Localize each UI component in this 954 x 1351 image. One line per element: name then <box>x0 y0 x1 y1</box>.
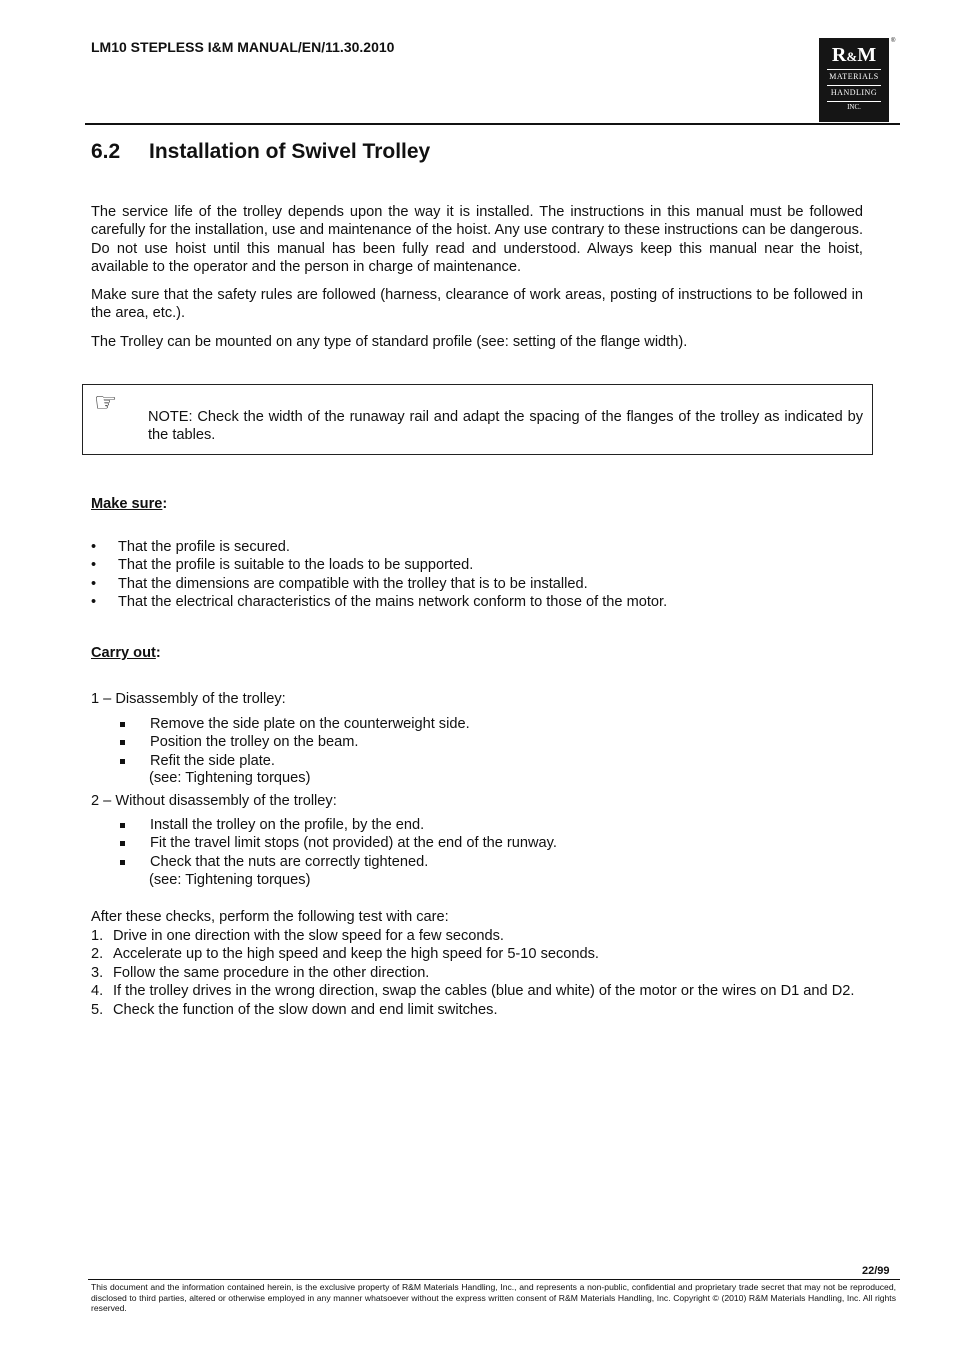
legal-notice: This document and the information contained herein, is the exclusive property of R&M Materials Handling, Inc., and represents a non-public, confidential and proprietary trade secret that may not be reproduced, disclosed to third parties, altered or otherwise employed in any manner whatsoever without the express written consent of R&M Materials Handling, Inc. Copyright © (2010) R&M Materials Handling, Inc. All rights reserved. <box>91 1282 896 1313</box>
list-item: Fit the travel limit stops (not provided) at the end of the runway. <box>118 834 557 852</box>
step-1-title: 1 – Disassembly of the trolley: <box>91 691 286 707</box>
list-item: Install the trolley on the profile, by the end. <box>118 816 557 834</box>
logo-line-1: MATERIALS <box>829 72 879 81</box>
list-item: 2. Accelerate up to the high speed and keep the high speed for 5-10 seconds. <box>91 946 599 963</box>
make-sure-heading: Make sure: <box>91 496 168 512</box>
step-1-reference: (see: Tightening torques) <box>149 770 311 786</box>
list-item: 4. If the trolley drives in the wrong direction, swap the cables (blue and white) of the motor or the wires on D1 and D2. <box>91 983 855 1000</box>
list-item: • That the profile is secured. <box>91 538 667 556</box>
list-item: Check that the nuts are correctly tightened. <box>118 853 557 871</box>
list-item: • That the dimensions are compatible with the trolley that is to be installed. <box>91 575 667 593</box>
intro-paragraph-2: Make sure that the safety rules are followed (harness, clearance of work areas, posting of instructions to be followed in the area, etc.). <box>91 287 863 322</box>
company-logo <box>819 38 889 122</box>
logo-line-3: INC. <box>847 103 861 111</box>
document-title: LM10 STEPLESS I&M MANUAL/EN/11.30.2010 <box>91 39 395 55</box>
header-divider <box>85 123 900 125</box>
list-item: Refit the side plate. <box>118 752 470 770</box>
intro-paragraph-1: The service life of the trolley depends upon the way it is installed. The instructions in this manual must be followed carefully for the installation, use and maintenance of the hoist. Any use contrary to these instructions can be dangerous. Do not use hoist until this manual has been fully read and understood. Always keep this manual near the hoist, available to the operator and the person in charge of maintenance. <box>91 204 863 276</box>
footer-divider <box>88 1279 900 1280</box>
page-number: 22/99 <box>862 1265 890 1277</box>
make-sure-list <box>91 538 667 612</box>
section-heading <box>91 140 430 164</box>
step-1-list <box>118 715 470 770</box>
list-item: • That the electrical characteristics of the mains network conform to those of the motor. <box>91 593 667 611</box>
tests-intro: After these checks, perform the following test with care: <box>91 909 449 925</box>
logo-wordmark: R&M <box>831 44 877 66</box>
section-title: Installation of Swivel Trolley <box>149 140 431 163</box>
list-item: 3. Follow the same procedure in the other direction. <box>91 964 430 981</box>
list-item: 5. Check the function of the slow down and end limit switches. <box>91 1001 498 1018</box>
list-item: Remove the side plate on the counterweight side. <box>118 715 470 733</box>
list-item: • That the profile is suitable to the loads to be supported. <box>91 556 667 574</box>
carry-out-heading: Carry out: <box>91 645 161 661</box>
list-item: 1. Drive in one direction with the slow speed for a few seconds. <box>91 928 504 944</box>
intro-paragraph-3: The Trolley can be mounted on any type of standard profile (see: setting of the flange width). <box>91 334 688 350</box>
step-2-reference: (see: Tightening torques) <box>149 872 311 888</box>
pointing-hand-icon: ☞ <box>94 387 118 417</box>
note-text: NOTE: Check the width of the runaway rail and adapt the spacing of the flanges of the trolley as indicated by the tables. <box>148 409 863 444</box>
logo-line-2: HANDLING <box>830 88 878 97</box>
step-2-list <box>118 816 557 871</box>
test-procedure-list <box>91 927 863 1019</box>
list-item: Position the trolley on the beam. <box>118 733 470 751</box>
registered-mark: ® <box>891 38 896 44</box>
step-2-title: 2 – Without disassembly of the trolley: <box>91 793 337 809</box>
section-number: 6.2 <box>91 140 121 163</box>
